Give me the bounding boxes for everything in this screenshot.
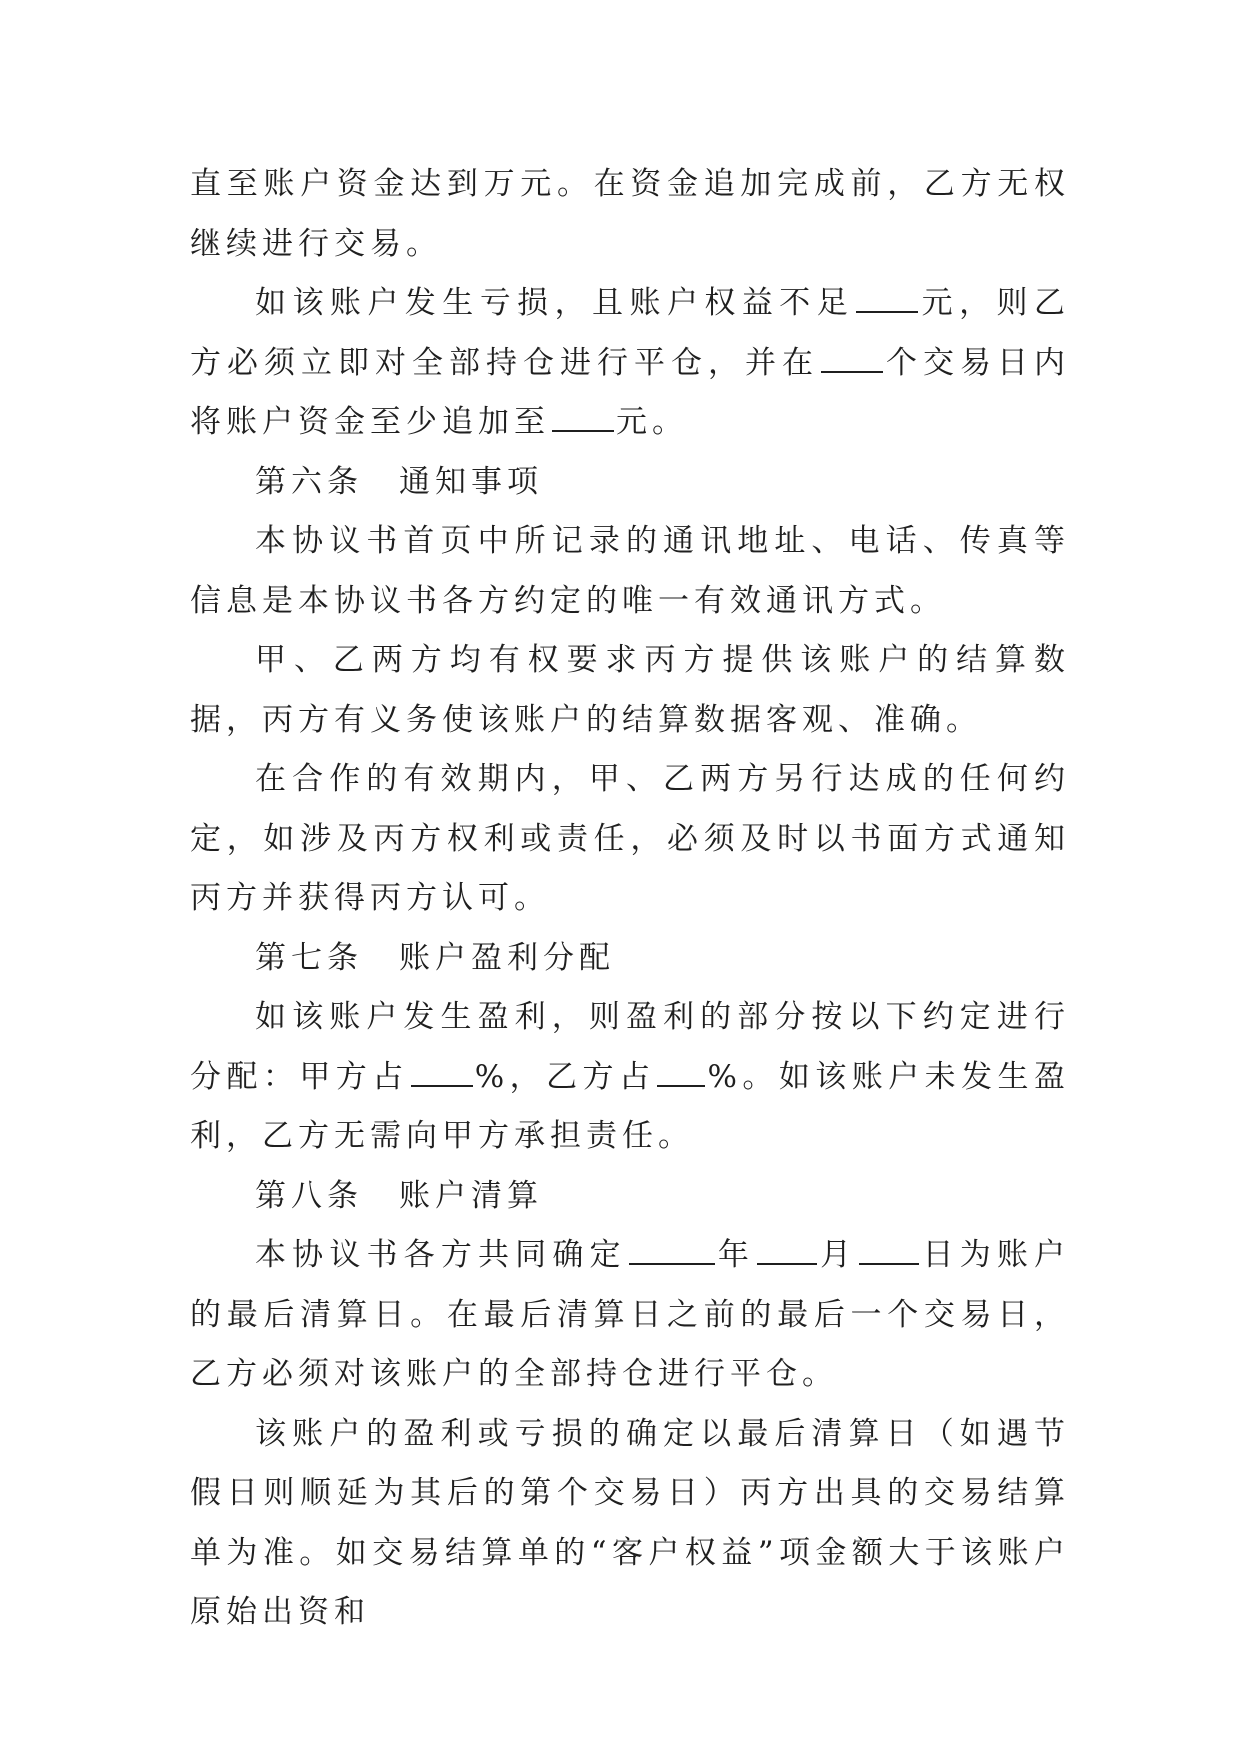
paragraph-other-agreements: 在合作的有效期内，甲、乙两方另行达成的任何约定，如涉及丙方权利或责任，必须及时以书面方式通知丙方并获得丙方认可。 <box>190 761 1070 916</box>
paragraph-profit-distribution <box>190 988 1070 1167</box>
blank-line <box>629 1234 715 1265</box>
blank-line <box>657 1055 705 1086</box>
paragraph-text-segment: 如该账户发生盈利，则盈利的部分按以下约定进行分配：甲方占 <box>190 999 1070 1095</box>
blank-line <box>757 1234 817 1265</box>
paragraph-account-loss <box>190 274 1070 453</box>
paragraph-text-segment: 元，则乙方必须立即对全部持仓进行平仓，并在 <box>190 285 1071 381</box>
blank-line <box>821 341 883 372</box>
paragraph-text-segment: 个交易日内将账户资金至少追加至 <box>190 344 1070 440</box>
section-heading-profit: 第七条 账户盈利分配 <box>255 939 615 976</box>
section-heading-liquidation: 第八条 账户清算 <box>255 1177 543 1214</box>
paragraph-settlement-data: 甲、乙两方均有权要求丙方提供该账户的结算数据，丙方有义务使该账户的结算数据客观、准确。 <box>190 642 1070 738</box>
blank-line <box>856 282 918 313</box>
blank-line <box>552 401 614 432</box>
blank-line <box>411 1055 473 1086</box>
paragraph-liquidation-date <box>190 1226 1070 1405</box>
paragraph-text-segment: 日为账户的最后清算日。在最后清算日之前的最后一个交易日，乙方必须对该账户的全部持仓进行平仓。 <box>190 1237 1071 1392</box>
paragraph-text-segment: %。如该账户未发生盈利，乙方无需向甲方承担责任。 <box>190 1058 1070 1154</box>
blank-line <box>859 1234 919 1265</box>
paragraph-notice-contact: 本协议书首页中所记录的通讯地址、电话、传真等信息是本协议书各方约定的唯一有效通讯方式。 <box>190 523 1070 619</box>
paragraph-text-segment: 如该账户发生亏损，且账户权益不足 <box>255 285 855 321</box>
paragraph-text-segment: %，乙方占 <box>474 1058 656 1095</box>
paragraph-text-segment: 年 <box>716 1237 756 1273</box>
paragraph-text-segment: 本协议书各方共同确定 <box>255 1237 627 1273</box>
paragraph-text-segment: 月 <box>819 1237 858 1273</box>
section-heading-notice: 第六条 通知事项 <box>255 463 543 500</box>
paragraph-text-segment: 元。 <box>616 404 688 440</box>
paragraph-continued: 直至账户资金达到万元。在资金追加完成前，乙方无权继续进行交易。 <box>190 166 1070 262</box>
document-body <box>190 155 1070 1643</box>
paragraph-profit-loss-determination: 该账户的盈利或亏损的确定以最后清算日（如遇节假日则顺延为其后的第个交易日）丙方出具的交易结算单为准。如交易结算单的“客户权益”项金额大于该账户原始出资和 <box>190 1415 1070 1630</box>
